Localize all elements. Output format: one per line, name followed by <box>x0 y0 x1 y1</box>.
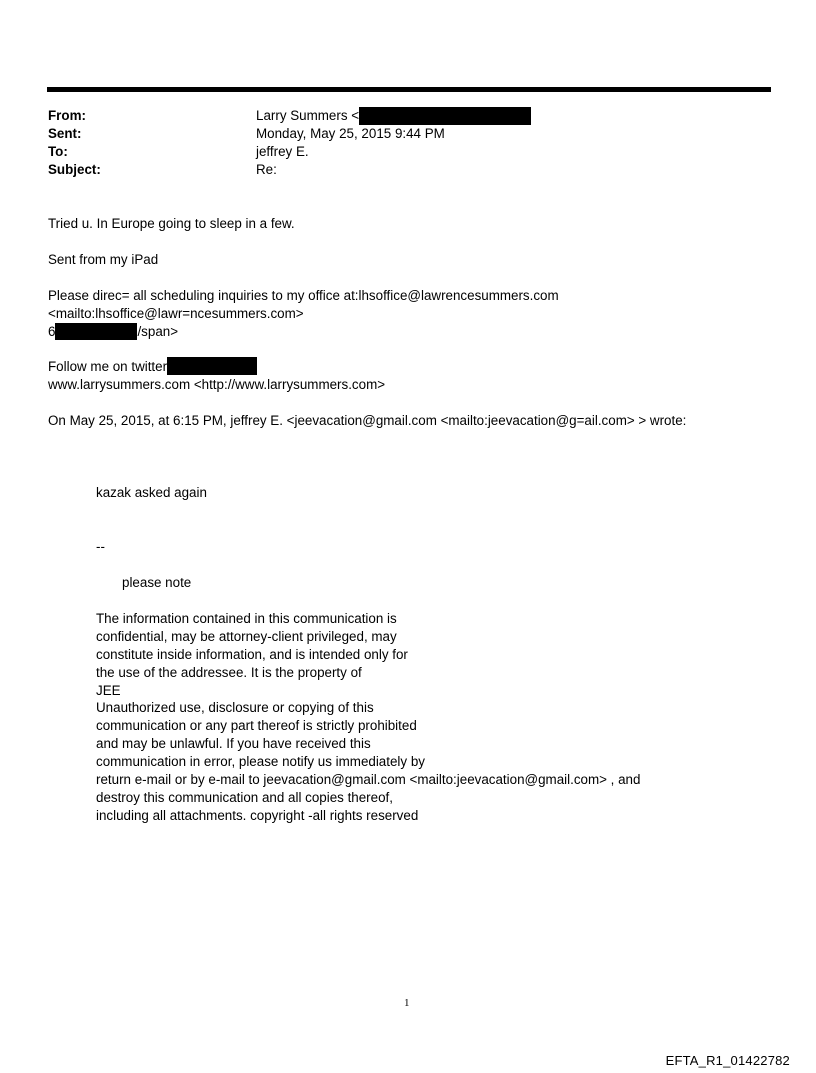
twitter-text: Follow me on twitter <box>48 359 168 374</box>
from-value <box>256 107 531 125</box>
disclaimer-line: and may be unlawful. If you have received this <box>96 736 371 751</box>
disclaimer-line: communication in error, please notify us immediately by <box>96 754 425 769</box>
quoted-separator: -- <box>96 539 105 554</box>
disclaimer-line: destroy this communication and all copies thereof, <box>96 790 393 805</box>
please-note: please note <box>122 575 192 590</box>
to-label: To: <box>48 144 68 159</box>
page-number: 1 <box>404 997 410 1009</box>
redaction-block <box>167 357 257 375</box>
sent-value: Monday, May 25, 2015 9:44 PM <box>256 126 445 141</box>
website-line: www.larrysummers.com <http://www.larrysummers.com> <box>48 377 386 392</box>
disclaimer-line: return e-mail or by e-mail to jeevacation@gmail.com <mailto:jeevacation@gmail.com> , and <box>96 772 641 787</box>
signature-line: Please direc= all scheduling inquiries to my office at:lhsoffice@lawrencesummers.com <box>48 288 559 303</box>
disclaimer-line: Unauthorized use, disclosure or copying of this <box>96 700 374 715</box>
subject-label: Subject: <box>48 162 101 177</box>
signature-phone <box>48 323 178 341</box>
disclaimer-line: constitute inside information, and is intended only for <box>96 647 408 662</box>
disclaimer-line: The information contained in this communication is <box>96 611 397 626</box>
sent-from-ipad: Sent from my iPad <box>48 252 159 267</box>
disclaimer-line: confidential, may be attorney-client privileged, may <box>96 629 397 644</box>
redaction-block <box>55 323 137 340</box>
quote-header: On May 25, 2015, at 6:15 PM, jeffrey E. <jeevacation@gmail.com <mailto:jeevacation@g=ail.com> > wrote: <box>48 413 687 428</box>
disclaimer-line: including all attachments. copyright -all rights reserved <box>96 808 419 823</box>
redaction-block <box>359 107 531 125</box>
bates-number: EFTA_R1_01422782 <box>665 1053 790 1068</box>
signature-mailto: <mailto:lhsoffice@lawr=ncesummers.com> <box>48 306 304 321</box>
from-name: Larry Summers < <box>256 108 360 123</box>
body-line: Tried u. In Europe going to sleep in a few. <box>48 216 295 231</box>
sent-label: Sent: <box>48 126 82 141</box>
subject-value: Re: <box>256 162 277 177</box>
quoted-message: kazak asked again <box>96 485 207 500</box>
to-value: jeffrey E. <box>256 144 309 159</box>
header-rule <box>47 87 771 92</box>
disclaimer-line: the use of the addressee. It is the property of <box>96 665 362 680</box>
from-label: From: <box>48 108 86 123</box>
disclaimer-line: JEE <box>96 683 121 698</box>
twitter-line <box>48 358 257 376</box>
phone-prefix: 6 <box>48 324 56 339</box>
phone-suffix: /span> <box>137 324 179 339</box>
disclaimer-line: communication or any part thereof is strictly prohibited <box>96 718 417 733</box>
